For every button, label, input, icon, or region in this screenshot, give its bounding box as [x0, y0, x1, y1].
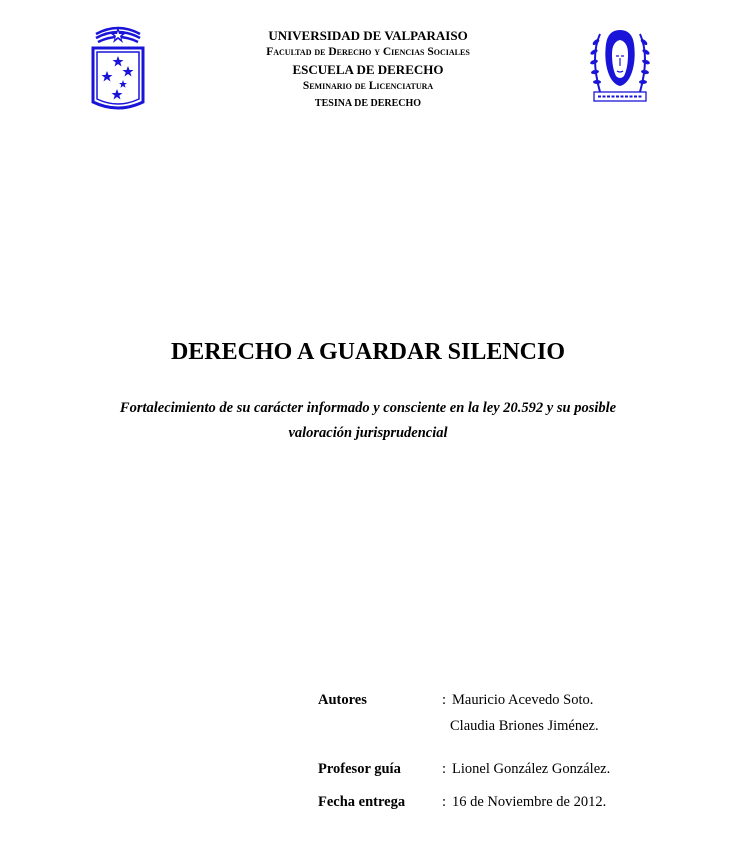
- thesis-type: TESINA DE DERECHO: [314, 98, 422, 109]
- faculty-seal-logo: [586, 26, 654, 108]
- faculty-name: Facultad de Derecho y Ciencias Sociales: [266, 46, 470, 58]
- authors-label: Autores: [318, 692, 367, 708]
- advisor-label: Profesor guía: [318, 761, 401, 777]
- author-1: Mauricio Acevedo Soto.: [452, 692, 594, 708]
- author-2: Claudia Briones Jiménez.: [450, 718, 599, 734]
- seminar-name: Seminario de Licenciatura: [302, 80, 434, 92]
- university-name: UNIVERSIDAD DE VALPARAISO: [268, 28, 468, 43]
- school-name: ESCUELA DE DERECHO: [292, 62, 444, 77]
- advisor-separator: :: [442, 761, 447, 777]
- institution-header: [200, 27, 536, 112]
- thesis-subtitle: [90, 396, 646, 446]
- thesis-title: DERECHO A GUARDAR SILENCIO: [170, 339, 566, 365]
- subtitle-line-1: Fortalecimiento de su carácter informado y consciente en la ley 20.592 y su posible: [119, 400, 617, 416]
- advisor-value: Lionel González González.: [452, 761, 611, 777]
- subtitle-line-2: valoración jurisprudencial: [288, 425, 448, 441]
- university-shield-logo: [88, 22, 148, 114]
- date-label: Fecha entrega: [318, 794, 406, 810]
- authors-separator: :: [442, 692, 447, 708]
- date-separator: :: [442, 794, 447, 810]
- university-shield-stars-icon: [88, 22, 148, 114]
- faculty-seal-head-icon: [586, 26, 654, 108]
- date-value: 16 de Noviembre de 2012.: [452, 794, 607, 810]
